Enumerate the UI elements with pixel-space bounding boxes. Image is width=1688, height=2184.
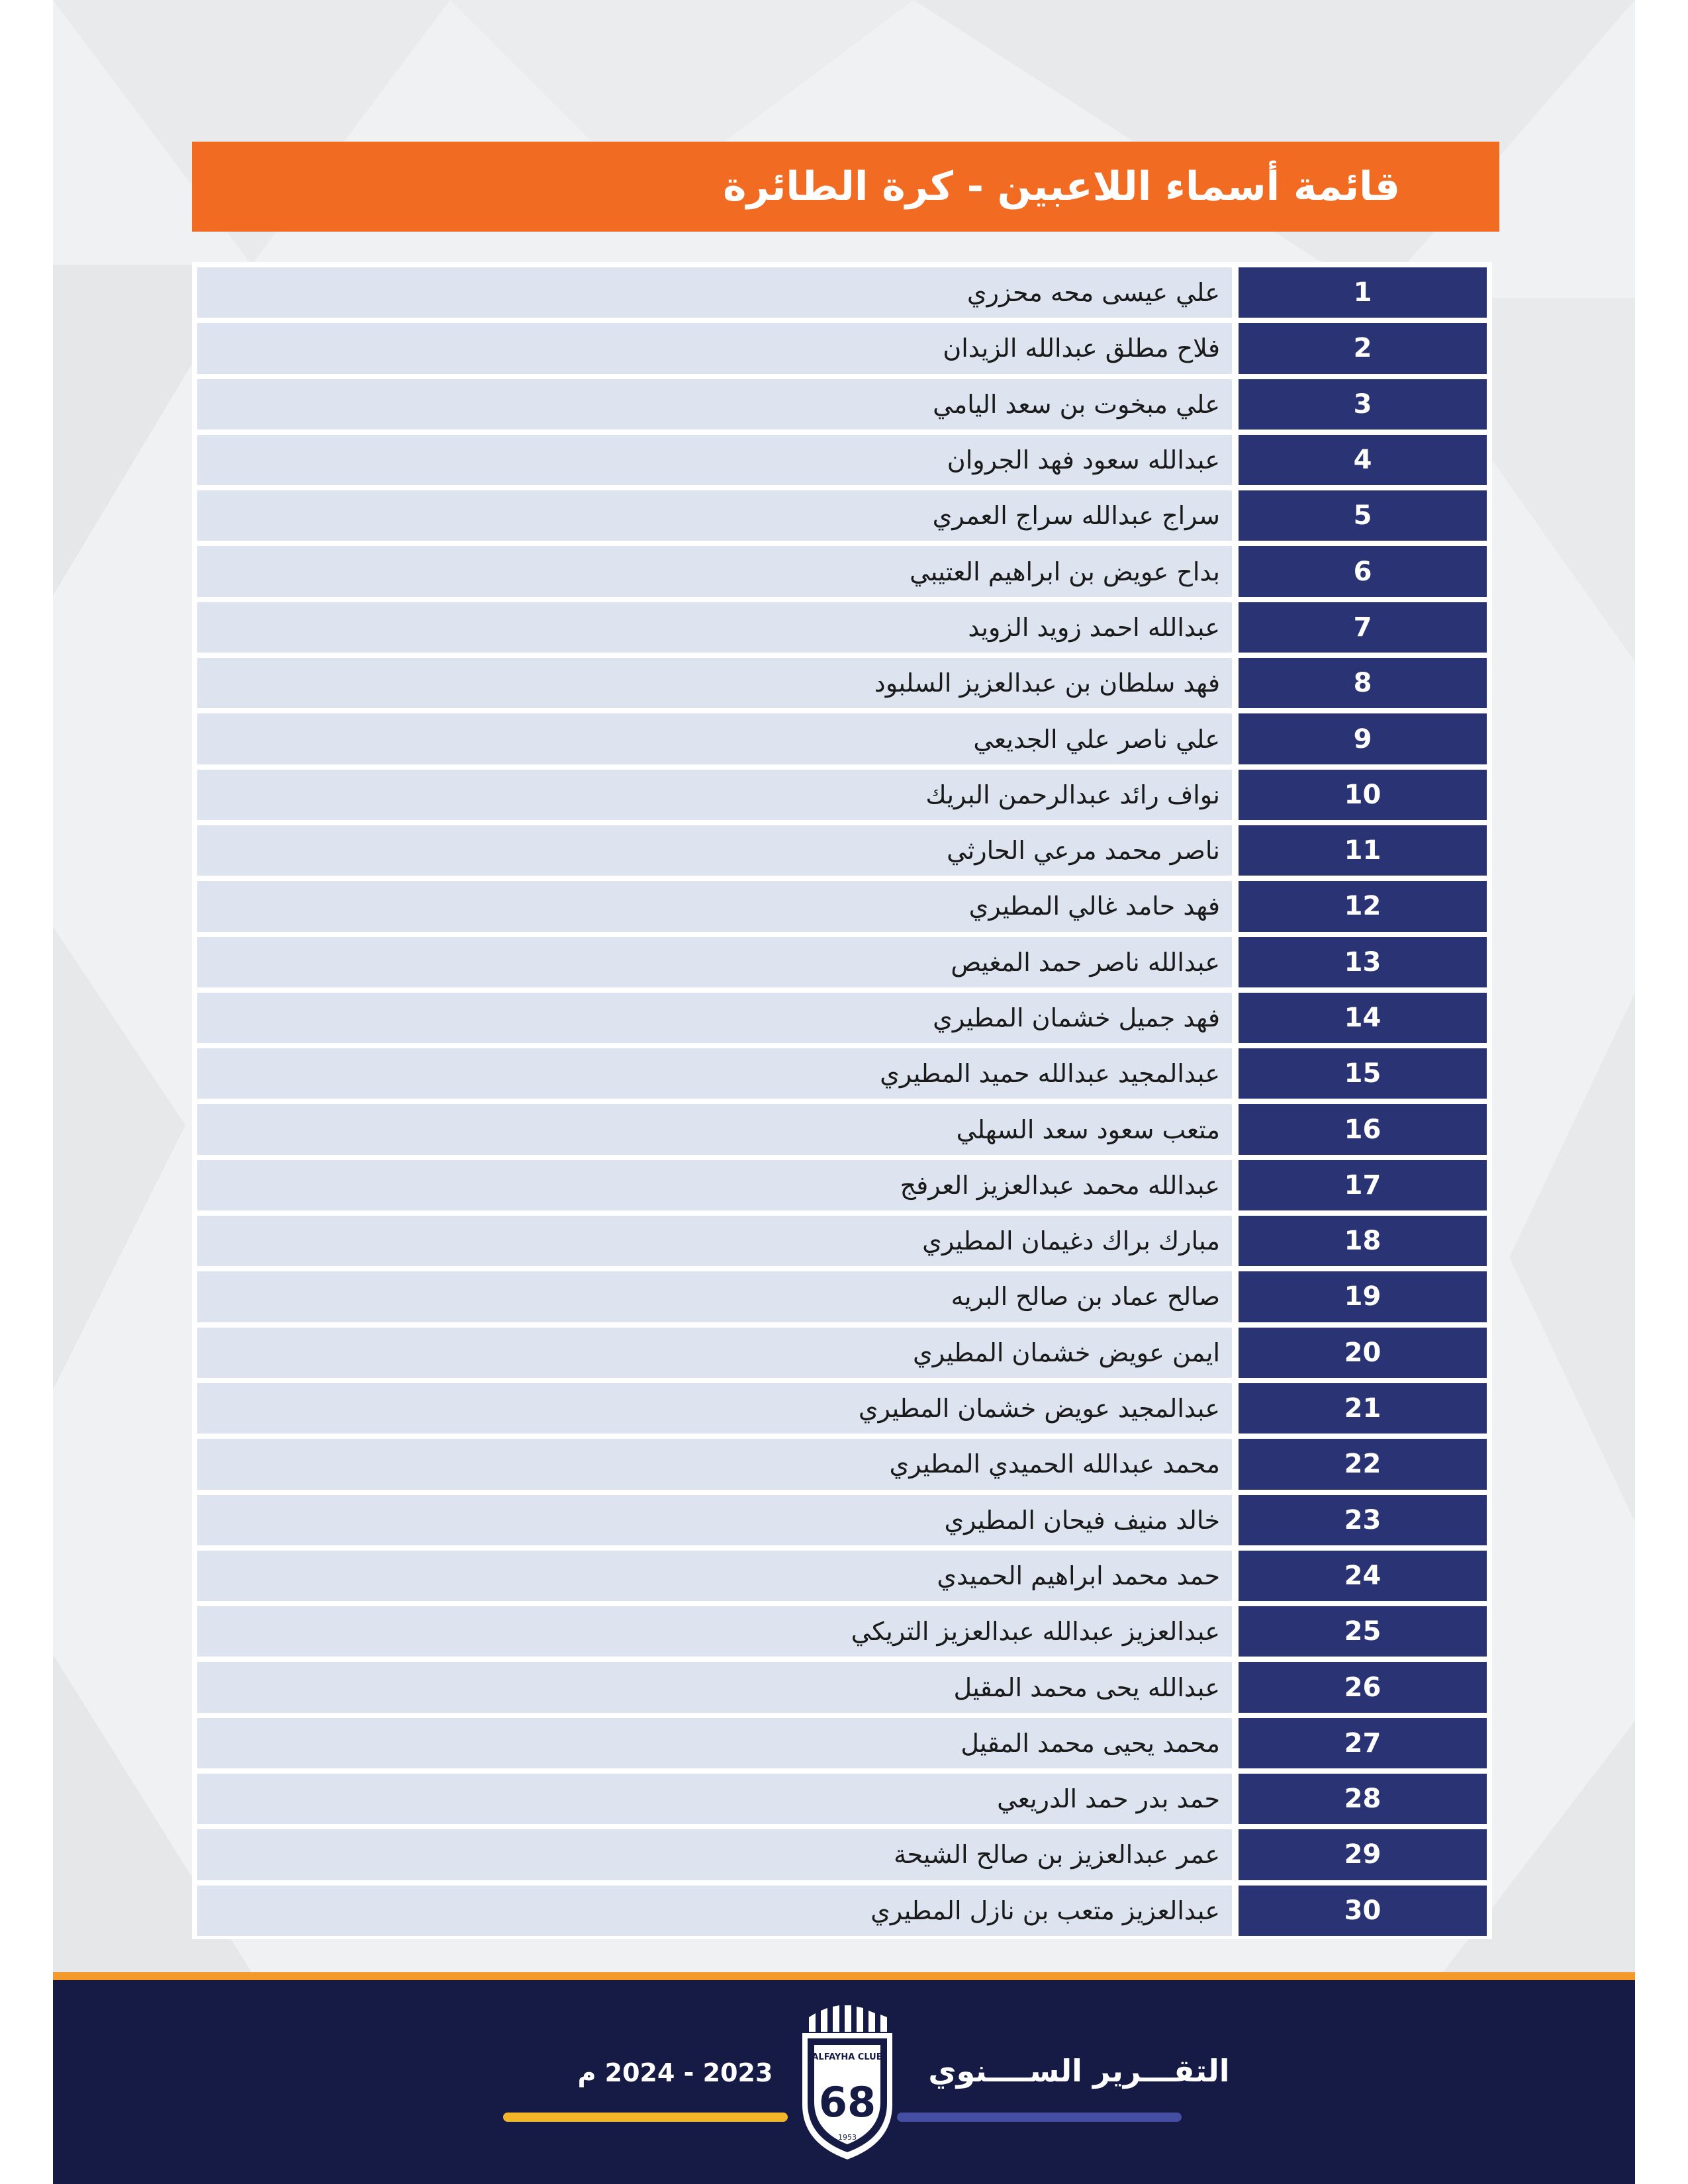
player-name: عبدالله احمد زويد الزويد <box>197 602 1232 653</box>
player-name: بداح عويض بن ابراهيم العتيبي <box>197 546 1232 596</box>
table-row <box>197 825 1487 876</box>
table-row <box>197 1439 1487 1489</box>
player-number: 4 <box>1239 435 1487 485</box>
player-name: صالح عماد بن صالح البريه <box>197 1271 1232 1322</box>
player-number: 9 <box>1239 713 1487 764</box>
table-row <box>197 1606 1487 1657</box>
player-name: عبدالمجيد عويض خشمان المطيري <box>197 1383 1232 1433</box>
table-row <box>197 1271 1487 1322</box>
table-row <box>197 546 1487 596</box>
player-name: نواف رائد عبدالرحمن البريك <box>197 770 1232 820</box>
player-name: متعب سعود سعد السهلي <box>197 1104 1232 1154</box>
player-name: عبدالله يحى محمد المقيل <box>197 1662 1232 1712</box>
player-name: علي عيسى محه محزري <box>197 267 1232 318</box>
table-row <box>197 1495 1487 1545</box>
player-number: 20 <box>1239 1328 1487 1378</box>
player-name: خالد منيف فيحان المطيري <box>197 1495 1232 1545</box>
player-number: 22 <box>1239 1439 1487 1489</box>
player-number: 25 <box>1239 1606 1487 1657</box>
footer-bar-blue <box>897 2113 1182 2122</box>
table-row <box>197 1662 1487 1712</box>
player-name: عبدالعزيز عبدالله عبدالعزيز التريكي <box>197 1606 1232 1657</box>
table-row <box>197 937 1487 987</box>
player-name: محمد يحيى محمد المقيل <box>197 1718 1232 1768</box>
player-number: 11 <box>1239 825 1487 876</box>
footer <box>53 1980 1635 2184</box>
table-row <box>197 1328 1487 1378</box>
table-row <box>197 881 1487 931</box>
player-number: 21 <box>1239 1383 1487 1433</box>
table-row <box>197 1104 1487 1154</box>
player-name: فهد حامد غالي المطيري <box>197 881 1232 931</box>
player-name: فهد سلطان بن عبدالعزيز السلبود <box>197 658 1232 708</box>
player-name: ناصر محمد مرعي الحارثي <box>197 825 1232 876</box>
table-row <box>197 658 1487 708</box>
table-row <box>197 1886 1487 1936</box>
player-name: حمد بدر حمد الدريعي <box>197 1774 1232 1824</box>
player-number: 23 <box>1239 1495 1487 1545</box>
table-row <box>197 323 1487 373</box>
player-name: محمد عبدالله الحميدي المطيري <box>197 1439 1232 1489</box>
footer-bar-gold <box>503 2113 788 2122</box>
logo-number: 68 <box>818 2078 876 2126</box>
player-number: 2 <box>1239 323 1487 373</box>
player-number: 1 <box>1239 267 1487 318</box>
player-number: 18 <box>1239 1216 1487 1266</box>
table-row <box>197 1216 1487 1266</box>
report-title: التقـــرير الســــنوي <box>928 2053 1230 2089</box>
player-number: 8 <box>1239 658 1487 708</box>
player-name: علي مبخوت بن سعد اليامي <box>197 379 1232 430</box>
page <box>53 0 1635 2184</box>
table-row <box>197 1551 1487 1601</box>
table-row <box>197 1718 1487 1768</box>
player-number: 29 <box>1239 1829 1487 1880</box>
player-number: 30 <box>1239 1886 1487 1936</box>
player-number: 27 <box>1239 1718 1487 1768</box>
table-row <box>197 602 1487 653</box>
player-number: 3 <box>1239 379 1487 430</box>
footer-accent-line <box>53 1972 1635 1980</box>
player-name: عمر عبدالعزيز بن صالح الشيحة <box>197 1829 1232 1880</box>
table-row <box>197 1383 1487 1433</box>
player-name: علي ناصر علي الجديعي <box>197 713 1232 764</box>
player-number: 15 <box>1239 1048 1487 1099</box>
table-row <box>197 993 1487 1043</box>
player-name: مبارك براك دغيمان المطيري <box>197 1216 1232 1266</box>
report-years: 2023 - 2024 م <box>577 2058 773 2087</box>
player-number: 12 <box>1239 881 1487 931</box>
player-number: 10 <box>1239 770 1487 820</box>
table-row <box>197 1829 1487 1880</box>
table-row <box>197 490 1487 541</box>
player-name: ايمن عويض خشمان المطيري <box>197 1328 1232 1378</box>
player-name: سراج عبدالله سراج العمري <box>197 490 1232 541</box>
table-row <box>197 713 1487 764</box>
player-name: عبدالله ناصر حمد المغيص <box>197 937 1232 987</box>
table-row <box>197 435 1487 485</box>
player-number: 19 <box>1239 1271 1487 1322</box>
table-row <box>197 1774 1487 1824</box>
player-number: 13 <box>1239 937 1487 987</box>
player-name: فلاح مطلق عبدالله الزيدان <box>197 323 1232 373</box>
table-row <box>197 770 1487 820</box>
title-bar <box>192 142 1499 232</box>
player-number: 7 <box>1239 602 1487 653</box>
player-name: عبدالمجيد عبدالله حميد المطيري <box>197 1048 1232 1099</box>
player-name: حمد محمد ابراهيم الحميدي <box>197 1551 1232 1601</box>
player-number: 5 <box>1239 490 1487 541</box>
player-name: فهد جميل خشمان المطيري <box>197 993 1232 1043</box>
player-number: 14 <box>1239 993 1487 1043</box>
player-number: 16 <box>1239 1104 1487 1154</box>
table-row <box>197 1160 1487 1210</box>
player-number: 17 <box>1239 1160 1487 1210</box>
player-number: 6 <box>1239 546 1487 596</box>
page-title: قائمة أسماء اللاعبين - كرة الطائرة <box>723 163 1400 210</box>
player-name: عبدالله سعود فهد الجروان <box>197 435 1232 485</box>
table-row <box>197 267 1487 318</box>
player-number: 24 <box>1239 1551 1487 1601</box>
player-number: 26 <box>1239 1662 1487 1712</box>
logo-english: ALFAYHA CLUB <box>812 2052 883 2062</box>
player-name: عبدالله محمد عبدالعزيز العرفج <box>197 1160 1232 1210</box>
table-row <box>197 1048 1487 1099</box>
logo-year: 1953 <box>838 2133 857 2142</box>
players-table <box>192 262 1492 1939</box>
player-name: عبدالعزيز متعب بن نازل المطيري <box>197 1886 1232 1936</box>
table-row <box>197 379 1487 430</box>
player-number: 28 <box>1239 1774 1487 1824</box>
